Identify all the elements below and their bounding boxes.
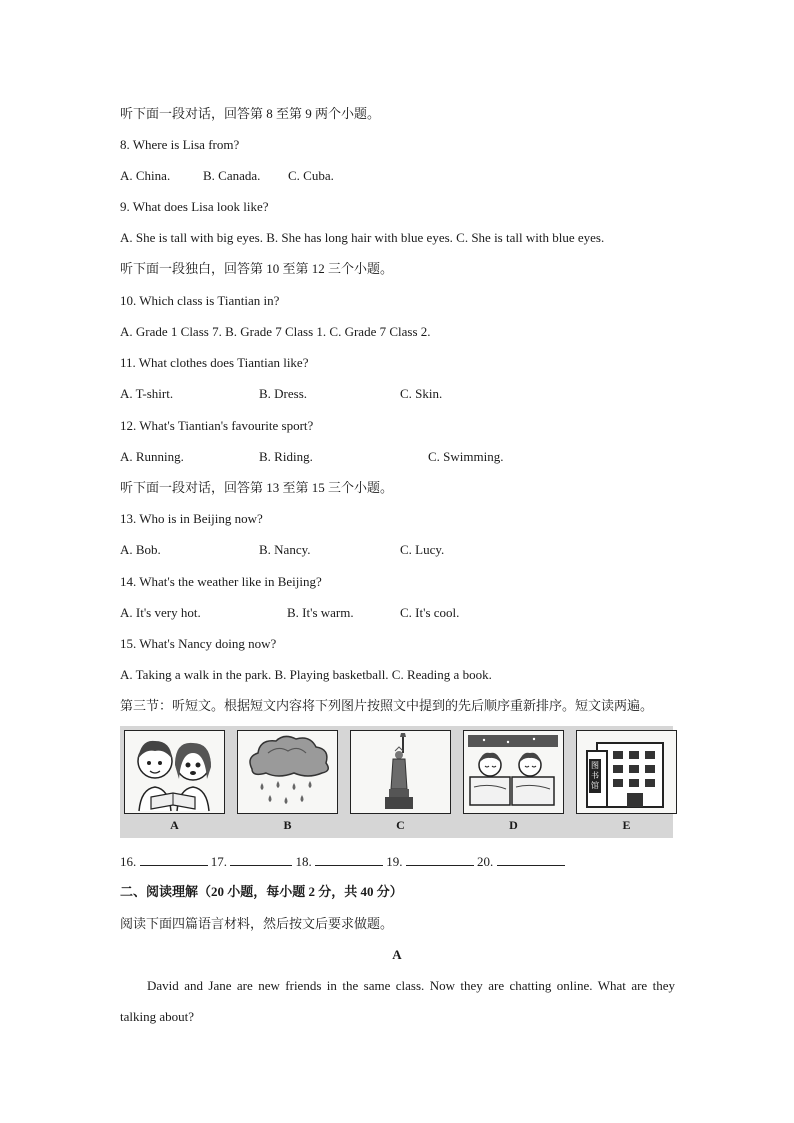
passage-label: A [392,947,402,962]
blank-label-20: 20. [477,854,494,869]
question-9: 9. What does Lisa look like? [120,199,269,214]
picture-label-c: C [396,818,405,832]
q14-option-a: A. It's very hot. [120,605,201,620]
answer-blank-20[interactable] [497,853,565,866]
question-10: 10. Which class is Tiantian in? [120,293,280,308]
question-11: 11. What clothes does Tiantian like? [120,355,309,370]
answer-blank-16[interactable] [140,853,208,866]
q11-option-b: B. Dress. [259,386,308,401]
picture-d-sleeping-kids [463,730,564,814]
picture-a-kids-reading [124,730,225,814]
q11-option-a: A. T-shirt. [120,386,174,401]
passage-a-text: David and Jane are new friends in the same class. Now they are chatting online. What are they talking about? [120,978,675,1024]
question-8: 8. Where is Lisa from? [120,137,240,152]
picture-e-library [576,730,677,814]
q8-option-b: B. Canada. [203,168,261,183]
answer-blank-17[interactable] [230,853,292,866]
q13-option-c: C. Lucy. [400,542,445,557]
q8-option-c: C. Cuba. [288,168,334,183]
question-13: 13. Who is in Beijing now? [120,511,263,526]
section-heading-13-15: 听下面一段对话，回答第 13 至第 15 三个小题。 [120,480,394,495]
blank-label-18: 18. [295,854,312,869]
picture-label-d: D [509,818,518,832]
blank-label-19: 19. [386,854,403,869]
q12-option-b: B. Riding. [259,449,313,464]
answer-blank-19[interactable] [406,853,474,866]
question-15: 15. What's Nancy doing now? [120,636,277,651]
q13-option-a: A. Bob. [120,542,161,557]
reading-section-heading: 二、阅读理解（20 小题，每小题 2 分，共 40 分） [120,884,403,899]
picture-label-e: E [622,818,631,832]
question-14: 14. What's the weather like in Beijing? [120,574,322,589]
picture-label-b: B [283,818,292,832]
q15-options: A. Taking a walk in the park. B. Playing basketball. C. Reading a book. [120,667,492,682]
picture-strip [120,726,673,838]
section-heading-8-9: 听下面一段对话，回答第 8 至第 9 两个小题。 [120,106,381,121]
picture-c-statue-of-liberty [350,730,451,814]
q9-options: A. She is tall with big eyes. B. She has long hair with blue eyes. C. She is tall with blue eyes. [120,230,605,245]
reading-instructions: 阅读下面四篇语言材料，然后按文后要求做题。 [120,916,394,931]
answer-blanks [120,853,565,870]
answer-blank-18[interactable] [315,853,383,866]
picture-b-rain-cloud [237,730,338,814]
q14-option-b: B. It's warm. [287,605,354,620]
q11-option-c: C. Skin. [400,386,443,401]
part3-instructions: 第三节：听短文。根据短文内容将下列图片按照文中提到的先后顺序重新排序。短文读两遍。 [120,698,654,713]
blank-label-17: 17. [210,854,227,869]
picture-label-a: A [170,818,179,832]
blank-label-16: 16. [120,854,137,869]
q12-option-a: A. Running. [120,449,184,464]
q14-option-c: C. It's cool. [400,605,460,620]
section-heading-10-12: 听下面一段独白，回答第 10 至第 12 三个小题。 [120,261,394,276]
library-sign: 图书馆 [591,761,599,790]
q8-option-a: A. China. [120,168,171,183]
q13-option-b: B. Nancy. [259,542,311,557]
q10-options: A. Grade 1 Class 7. B. Grade 7 Class 1. C. Grade 7 Class 2. [120,324,431,339]
q12-option-c: C. Swimming. [428,449,504,464]
question-12: 12. What's Tiantian's favourite sport? [120,418,314,433]
